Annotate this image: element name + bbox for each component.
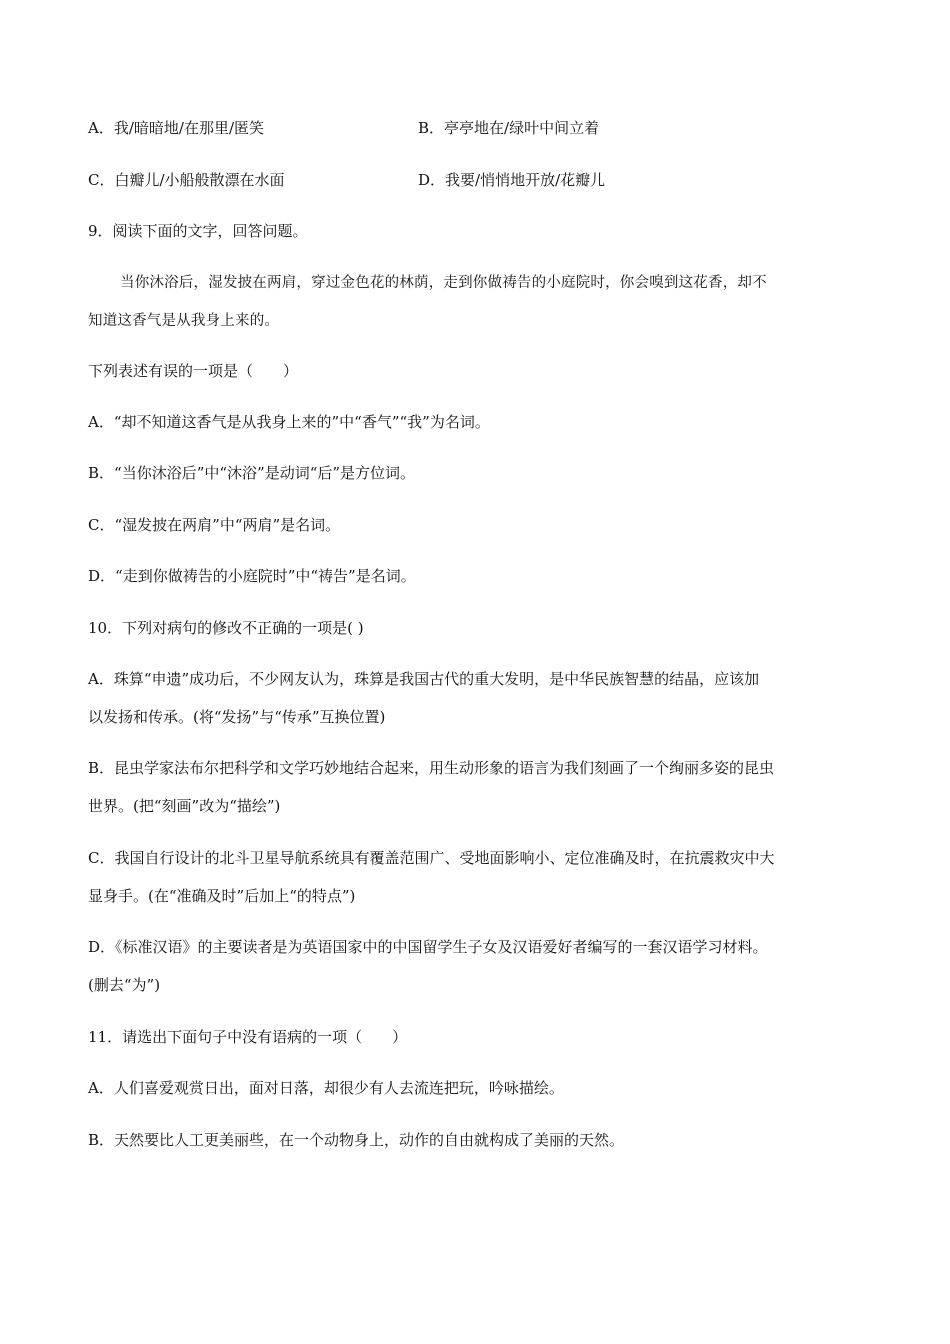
q10-option-d-line-2: (删去“为”) <box>88 976 161 994</box>
q10-option-a-line-2: 以发扬和传承。(将“发扬”与“传承”互换位置) <box>88 708 386 726</box>
q9-prompt: 下列表述有误的一项是（ ） <box>88 362 299 380</box>
q10-stem: 10．下列对病句的修改不正确的一项是( ) <box>88 619 364 637</box>
q8-option-c: C．白瓣儿/小船般散漂在水面 <box>88 171 285 189</box>
q10-option-c-line-2: 显身手。(在“准确及时”后加上“的特点”) <box>88 887 356 905</box>
q9-passage-line-1: 当你沐浴后，湿发披在两肩，穿过金色花的林荫，走到你做祷告的小庭院时，你会嗅到这花香，却不 <box>120 275 767 291</box>
q10-option-c-line-1: C．我国自行设计的北斗卫星导航系统具有覆盖范围广、受地面影响小、定位准确及时，在抗震救灾中大 <box>88 849 775 867</box>
q10-option-a-line-1: A．珠算“申遗”成功后，不少网友认为，珠算是我国古代的重大发明，是中华民族智慧的结晶，应该加 <box>88 670 760 688</box>
q9-option-b: B．“当你沐浴后”中“沐浴”是动词“后”是方位词。 <box>88 464 416 482</box>
q9-passage-line-2: 知道这香气是从我身上来的。 <box>88 313 280 329</box>
q11-stem: 11．请选出下面句子中没有语病的一项（ ） <box>88 1028 408 1046</box>
q10-option-d-line-1: D．《标准汉语》的主要读者是为英语国家中的中国留学生子女及汉语爱好者编写的一套汉语学习材料。 <box>88 938 768 956</box>
q8-option-a: A．我/暗暗地/在那里/匿笑 <box>88 119 264 137</box>
q9-option-a: A．“却不知道这香气是从我身上来的”中“香气”“我”为名词。 <box>88 413 490 431</box>
q8-option-d: D．我要/悄悄地开放/花瓣儿 <box>418 171 606 189</box>
q9-option-c: C．“湿发披在两肩”中“两肩”是名词。 <box>88 516 341 534</box>
q9-option-d: D．“走到你做祷告的小庭院时”中“祷告”是名词。 <box>88 567 416 585</box>
q11-option-b: B．天然要比人工更美丽些，在一个动物身上，动作的自由就构成了美丽的天然。 <box>88 1131 625 1149</box>
q9-stem: 9．阅读下面的文字，回答问题。 <box>88 222 308 240</box>
q11-option-a: A．人们喜爱观赏日出，面对日落，却很少有人去流连把玩，吟咏描绘。 <box>88 1079 564 1097</box>
q10-option-b-line-2: 世界。(把“刻画”改为“描绘”) <box>88 797 281 815</box>
q10-option-b-line-1: B．昆虫学家法布尔把科学和文学巧妙地结合起来，用生动形象的语言为我们刻画了一个绚丽多姿的昆虫 <box>88 759 775 777</box>
q8-option-b: B．亭亭地在/绿叶中间立着 <box>418 119 600 137</box>
